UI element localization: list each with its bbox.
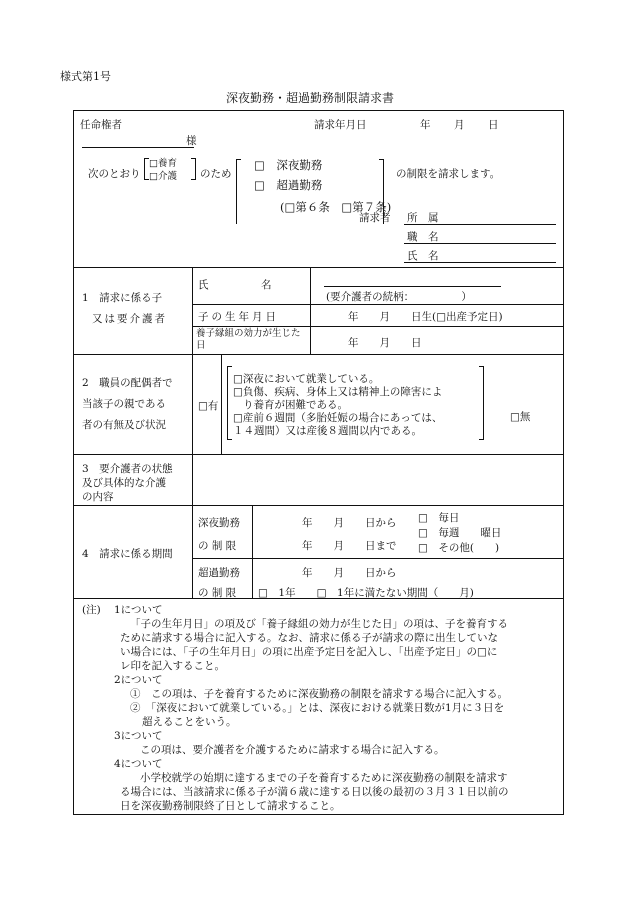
form-number: 様式第1号 [60, 70, 111, 83]
night-to[interactable]: 年 月 日まで [302, 540, 397, 552]
date-year: 年 [420, 119, 431, 131]
requester-dept-label: 所 属 [407, 212, 439, 224]
note2-item2: ② 「深夜において就業している。」とは、深夜における就業日数が1月に３日を [130, 702, 505, 714]
spouse-condition-3[interactable]: □産前６週間（多胎妊娠の場合にあっては、 [233, 412, 443, 424]
section1-label-line2: 又は要介護者 [92, 313, 167, 325]
request-suffix: の制限を請求します。 [396, 168, 501, 180]
note4-line3: 日を深夜勤務制限終了日として請求すること。 [120, 800, 341, 812]
spouse-condition-1[interactable]: □深夜において就業している。 [233, 373, 380, 385]
request-form [73, 110, 564, 815]
note4-title: 4について [114, 758, 163, 770]
section4-label: 4 請求に係る期間 [82, 548, 173, 560]
over-limit-label-2: の 制 限 [198, 587, 237, 599]
note1-line3: い場合には、「子の生年月日」の項に出産予定日を記入し、「出産予定日」の□に [120, 646, 498, 658]
night-option-weekly[interactable]: □ 毎週 曜日 [418, 527, 502, 539]
adopt-value[interactable]: 年 月 日 [348, 337, 422, 349]
spouse-yes-checkbox[interactable]: □有 [198, 400, 219, 412]
note2-item1: ① この項は、子を養育するために深夜勤務の制限を請求する場合に記入する。 [130, 688, 508, 700]
note1-line4: レ印を記入すること。 [120, 660, 225, 672]
adopt-label: 養子縁組の効力が生じた日 [196, 328, 301, 351]
purpose-option-childcare[interactable]: □養育 [149, 158, 177, 169]
spouse-condition-2[interactable]: □負傷、疾病、身体上又は精神上の障害によ [233, 386, 443, 398]
requester-title-label: 職 名 [407, 231, 439, 243]
birth-label: 子の生年月日 [198, 311, 279, 323]
notes-head: (注) [82, 604, 101, 616]
over-options[interactable]: □ 1年 □ 1年に満たない期間（ 月) [258, 587, 474, 599]
note1-line2: ために請求する場合に記入する。なお、請求に係る子が請求の際に出生していな [120, 632, 498, 644]
spouse-condition-2-cont: り養育が困難である。 [243, 399, 348, 411]
request-date-label: 請求年月日 [314, 119, 367, 131]
note4-line2: る場合には、当該請求に係る子が満６歳に達する日以後の最初の３月３１日以前の [120, 786, 509, 798]
night-option-other[interactable]: □ その他( ) [418, 542, 500, 554]
note1-line1: 「子の生年月日」の項及び「養子縁組の効力が生じた日」の項は、子を養育する [130, 618, 508, 630]
section2-label-line1: 2 職員の配偶者で [82, 377, 173, 389]
note3-text: この項は、要介護者を介護するために請求する場合に記入する。 [140, 744, 445, 756]
page-title: 深夜勤務・超過勤務制限請求書 [226, 91, 395, 105]
night-limit-label-1: 深夜勤務 [198, 517, 240, 529]
care-details-field[interactable] [193, 455, 563, 505]
requester-name-label: 氏 名 [407, 250, 439, 262]
over-from[interactable]: 年 月 日から [302, 567, 397, 579]
purpose-option-care[interactable]: □介護 [149, 171, 177, 182]
note1-title: 1について [114, 604, 163, 616]
night-limit-label-2: の 制 限 [198, 540, 237, 552]
limit-option-overtime[interactable]: □ 超過勤務 [254, 178, 323, 192]
over-limit-label-1: 超過勤務 [198, 567, 240, 579]
for-text: のため [200, 168, 232, 180]
requester-label: 請求者 [359, 212, 391, 224]
section2-label-line3: 者の有無及び状況 [82, 419, 166, 431]
note2-title: 2について [114, 674, 163, 686]
note2-item2-cont: 超えることをいう。 [142, 716, 237, 728]
note3-title: 3について [114, 730, 163, 742]
relation-field[interactable]: (要介護者の続柄： ） [326, 291, 472, 303]
authority-name-line[interactable] [82, 147, 194, 148]
section2-label-line2: 当該子の親である [82, 398, 166, 410]
name-label: 氏 名 [198, 279, 272, 291]
date-month: 月 [454, 119, 465, 131]
date-day: 日 [488, 119, 499, 131]
authority-label: 任命権者 [80, 119, 122, 131]
article-options[interactable]: (□第６条 □第７条) [280, 200, 392, 214]
section1-label-line1: 1 請求に係る子 [82, 292, 163, 304]
limit-option-night[interactable]: □ 深夜勤務 [254, 158, 323, 172]
note4-line1: 小学校就学の始期に達するまでの子を養育するために深夜勤務の制限を請求す [140, 772, 508, 784]
section3-label-line1: 3 要介護者の状態 [82, 463, 173, 475]
section3-label-line3: の内容 [82, 491, 114, 503]
section3-label-line2: 及び具体的な介護 [82, 477, 166, 489]
intro-prefix: 次のとおり [88, 168, 141, 180]
night-from[interactable]: 年 月 日から [302, 517, 397, 529]
spouse-condition-3-cont: １４週間）又は産後８週間以内である。 [233, 425, 422, 437]
honorific: 様 [186, 135, 197, 147]
spouse-no-checkbox[interactable]: □無 [510, 411, 531, 423]
night-option-daily[interactable]: □ 毎日 [418, 512, 460, 524]
birth-value[interactable]: 年 月 日生(□出産予定日) [348, 311, 503, 323]
